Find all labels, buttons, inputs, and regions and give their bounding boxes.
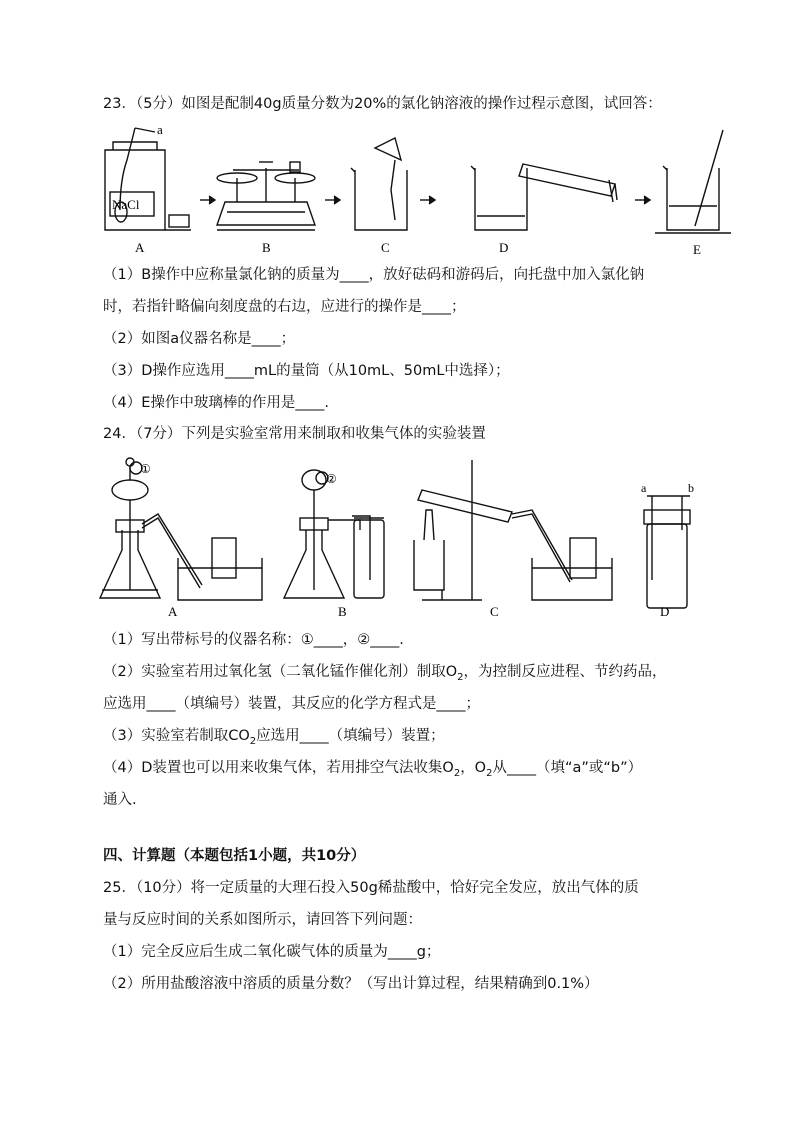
q24-sub3-text: （3）实验室若制取CO [103,728,250,744]
q23-sub2: （2）如图a仪器名称是____； [103,331,296,347]
q24-sub1: （1）写出带标号的仪器名称：①____，②____. [103,632,404,648]
fig24-label-D: D [660,604,670,619]
fig23-label-a: a [157,122,163,137]
fig23-label-B: B [262,240,271,255]
q23-sub1-line1: （1）B操作中应称量氯化钠的质量为____，放好砝码和游码后，向托盘中加入氯化钠 [103,267,645,283]
fig24-label-b: b [688,481,694,495]
q24-title: 24．（7分）下列是实验室常用来制取和收集气体的实验装置 [103,426,486,442]
fig24-label-circle2: ② [326,472,337,486]
subscript: 2 [457,671,464,683]
q23-sub3: （3）D操作应选用____mL的量筒（从10mL、50mL中选择）； [103,363,510,379]
q24-sub2-text: （2）实验室若用过氧化氢（二氧化锰作催化剂）制取O [103,664,458,680]
fig24-label-C: C [490,604,499,619]
fig24-label-a: a [641,481,647,495]
q25-sub2: （2）所用盐酸溶液中溶质的质量分数？（写出计算过程，结果精确到0.1%） [103,976,599,992]
q24-sub4-line1 [103,758,642,778]
q24-sub2-text-post: ，为控制反应进程、节约药品， [463,664,667,680]
subscript: 2 [453,767,461,779]
q24-sub4-text-mid: ，O [460,760,487,776]
q24-sub4-text: （4）D装置也可以用来收集气体，若用排空气法收集O [103,760,454,776]
q23-sub1-line2: 时，若指针略偏向刻度盘的右边，应进行的操作是____； [103,299,466,315]
fig23-label-C: C [381,240,390,255]
q24-figure [92,450,712,620]
fig24-label-A: A [168,604,178,619]
fig24-label-circle1: ① [140,462,151,476]
fig23-label-nacl: NaCl [112,197,140,212]
q25-title-line2: 量与反应时间的关系如图所示，请回答下列问题： [103,912,422,928]
q24-sub3 [103,726,445,746]
q24-sub2-line1 [103,662,667,682]
fig23-label-D: D [499,240,509,255]
q25-title-line1: 25．（10分）将一定质量的大理石投入50g稀盐酸中，恰好完全发应，放出气体的质 [103,880,639,896]
subscript: 2 [249,735,257,747]
q24-sub4-text-post: 从____（填“a”或“b”） [492,760,643,776]
fig23-label-A: A [135,240,145,255]
q23-title: 23．（5分）如图是配制40g质量分数为20%的氯化钠溶液的操作过程示意图，试回答： [103,96,662,112]
fig23-label-E: E [693,242,701,255]
section4-heading: 四、计算题（本题包括1小题，共10分） [103,848,366,864]
q23-figure [95,120,745,255]
subscript: 2 [486,767,493,779]
q24-sub3-text-post: 应选用____（填编号）装置； [256,728,445,744]
q24-sub4-line2: 通入. [103,792,137,808]
q24-sub2-line2: 应选用____（填编号）装置，其反应的化学方程式是____； [103,696,480,712]
fig24-label-B: B [338,604,347,619]
q23-sub4: （4）E操作中玻璃棒的作用是____. [103,395,329,411]
q25-sub1: （1）完全反应后生成二氧化碳气体的质量为____g； [103,944,441,960]
